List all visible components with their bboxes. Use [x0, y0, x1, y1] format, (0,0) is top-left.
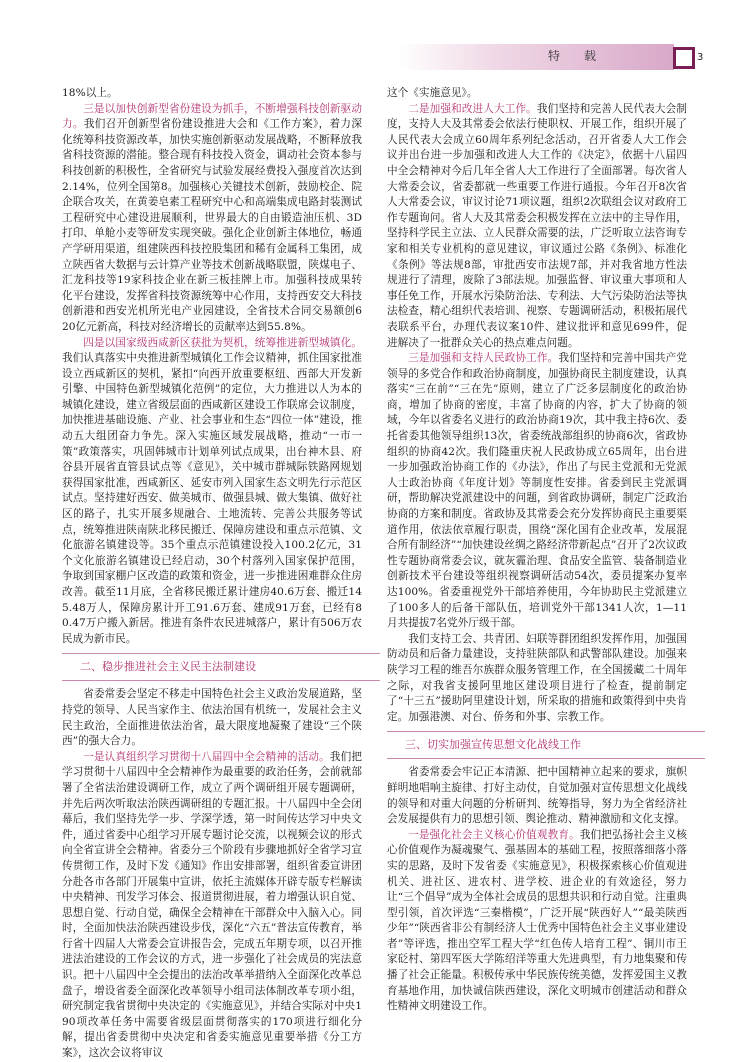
paragraph: 四是以国家级西咸新区获批为契机，统筹推进新型城镇化。我们认真落实中央推进新型城镇化工作会议精神，抓住国家批准设立西咸新区的契机，紧扣“向西开放重要枢纽、西部大开发新引擎、中国特色新型城镇化范例”的定位，大力推进以人为本的城镇化建设，建立省级层面的西咸新区建设工作联席会议制度，加快推进基础设施、产业、社会事业和生态“四位一体”建设，推动五大组团奋力争先。深入实施区域发展战略，推动“一市一策”政策落实，巩固韩城市计划单列试点成果，出台神木县、府谷县开展省直管县试点等《意见》，关中城市群城际铁路网规划获得国家批准，西咸新区、延安市列入国家生态文明先行示范区试点。坚持建好西安、做美城市、做强县城、做大集镇、做好社区的路子，扎实开展多规融合、土地流转、完善公共服务等试点，统筹推进陕南陕北移民搬迁、保障房建设和重点示范镇、文化旅游名镇建设等。35个重点示范镇建设投入100.2亿元，31个文化旅游名镇建设已经启动，30个村落列入国家保护范围，争取到国家棚户区改造的政策和资金，进一步推进困难群众住房改善。截至11月底，全省移民搬迁累计建房40.6万套、搬迁145.48万人，保障房累计开工91.6万套、建成91万套，已经有80.47万户搬入新居。推进有条件农民进城落户，累计有506万农民成为新市民。 [62, 336, 362, 645]
section-heading: 二、稳步推进社会主义民主法制建设 [62, 653, 362, 681]
paragraph: 三是加强和支持人民政协工作。我们坚持和完善中国共产党领导的多党合作和政治协商制度，加强协商民主制度建设，认真落实“三在前”“三在先”原则，建立了广泛多层制度化的政治协商，增加了协商的密度，丰富了协商的内容，扩大了协商的领域，今年以省委名义进行的政治协商19次，其中我主持6次、委托省委其他领导组织13次，省委统战部组织的协商6次，省政协组织的协商42次。我们隆重庆祝人民政协成立65周年，出台进一步加强政治协商工作的《办法》，作出了与民主党派和无党派人士政治协商《年度计划》等制度性安排。省委到民主党派调研，帮助解决党派建设中的问题，到省政协调研，制定广泛政治协商的方案和制度。省政协及其常委会充分发挥协商民主重要渠道作用，依法依章履行职责，围绕“深化国有企业改革，发展混合所有制经济”“加快建设丝绸之路经济带新起点”召开了2次议政性专题协商常委会议，就灰霾治理、食品安全监管、装备制造业创新技术平台建设等组织视察调研活动54次，委员提案办复率达100%。省委重视党外干部培养使用，今年协助民主党派建立了100多人的后备干部队伍，培训党外干部1341人次，1—11月共提拔7名党外厅级干部。 [387, 352, 687, 630]
paragraph-lead: 四是以国家级西咸新区获批为契机，统筹推进新型城镇化。 [83, 336, 362, 349]
paragraph: 一是认真组织学习贯彻十八届四中全会精神的活动。我们把学习贯彻十八届四中全会精神作为最重要的政治任务，会前就部署了全省法治建设调研工作，成立了两个调研组开展专题调研，并先后两次听取法治陕西调研组的专题汇报。十八届四中全会闭幕后，我们坚持先学一步、学深学透，第一时间传达学习中央文件，通过省委中心组学习开展专题讨论交流，以视频会议的形式向全省宣讲全会精神。省委分三个阶段有步骤地抓好全省学习宣传贯彻工作，及时下发《通知》作出安排部署，组织省委宣讲团分赴各市各部门开展集中宣讲，依托主流媒体开辟专版专栏解读中央精神、刊发学习体会、报道贯彻进展，着力增强认识自觉、思想自觉、行动自觉，确保全会精神在干部群众中入脑入心。同时，全面加快法治陕西建设步伐，深化“六五”普法宣传教育，举行省十四届人大常委会宣讲报告会，完成五年期专项，以召开推进法治建设的工作会议的方式，进一步强化了社会成员的宪法意识。把十八届四中全会提出的法治改革举措纳入全面深化改革总盘子，增设省委全面深化改革领导小组司法体制改革专项小组，研究制定我省贯彻中央决定的《实施意见》，并结合实际对中央190项改革任务中需要省级层面贯彻落实的170项进行细化分解，提出省委贯彻中央决定和省委实施意见重要举措《分工方案》，这次会议将审议 [62, 750, 362, 1060]
left-column [62, 86, 362, 1060]
paragraph-lead: 一是认真组织学习贯彻十八届四中全会精神的活动。 [83, 750, 330, 763]
section-title: 特载 [548, 49, 621, 63]
right-column [387, 86, 687, 1016]
paragraph: 18%以上。 [62, 87, 118, 99]
paragraph: 我们支持工会、共青团、妇联等群团组织发挥作用，加强国防动员和后备力量建设，支持驻陕部队和武警部队建设。加强来陕学习工程的维吾尔族群众服务管理工作，在全国援藏二十周年之际，对我省支援阿里地区建设项目进行了检查，提前制定了“十三五”援助阿里建设计划，所采取的措施和政策得到中央肯定。加强港澳、对台、侨务和外事、宗教工作。 [387, 632, 687, 723]
paragraph-lead: 一是强化社会主义核心价值观教育。 [408, 828, 580, 841]
page-marker-square [673, 47, 695, 69]
page-number: 3 [697, 52, 704, 63]
paragraph: 省委常委会牢记正本清源、把中国精神立起来的要求，旗帜鲜明地唱响主旋律、打好主动仗，自觉加强对宣传思想文化战线的领导和对重大问题的分析研判、统筹指导，努力为全省经济社会发展提供有力的思想引领、舆论推动、精神激励和文化支撑。 [387, 766, 687, 826]
paragraph: 二是加强和改进人大工作。我们坚持和完善人民代表大会制度，支持人大及其常委会依法行使职权、开展工作，组织开展了人民代表大会成立60周年系列纪念活动，召开省委人大工作会议并出台进一步加强和改进人大工作的《决定》，依据十八届四中全会精神对今后几年全省人大工作进行了全面部署。每次省人大常委会议，省委都就一些重要工作进行通报。今年召开8次省人大常委会议，审议讨论71项议题，组织2次联组会议对政府工作专题询问。省人大及其常委会积极发挥在立法中的主导作用，坚持科学民主立法、立人民群众需要的法，广泛听取立法咨询专家和相关专业机构的意见建议，审议通过公路《条例》、标准化《条例》等法规8部，审批西安市法规7部，并对我省地方性法规进行了清理，废除了3部法规。加强监督、审议重大事项和人事任免工作，开展水污染防治法、专利法、大气污染防治法等执法检查，精心组织代表培训、视察、专题调研活动，积极拓展代表联系平台，办理代表议案10件、建议批评和意见699件，促进解决了一批群众关心的热点难点问题。 [387, 102, 687, 349]
paragraph-lead: 二是加强和改进人大工作。 [408, 102, 537, 115]
paragraph: 三是以加快创新型省份建设为抓手，不断增强科技创新驱动力。我们召开创新型省份建设推进大会和《工作方案》，着力深化统筹科技资源改革，加快实施创新驱动发展战略，不断释放我省科技资源的潜能。整合现有科技投入资金，调动社会资本参与科技创新的积极性，全省研究与试验发展经费投入强度首次达到2.14%，位列全国第8。加强核心关键技术创新，鼓励校企、院企联合攻关，在黄姜皂素工程研究中心和高端集成电路封装测试工程研究中心建设进展顺利，世界最大的自由锻造油压机、3D打印、单舱小麦等研发实现突破。强化企业创新主体地位，畅通产学研用渠道，组建陕西科技控股集团和稀有金属科工集团，成立陕西省大数据与云计算产业等技术创新战略联盟，陕煤电子、汇龙科技等19家科技企业在新三板挂牌上市。加强科技成果转化平台建设，发挥省科技资源统筹中心作用，支持西安交大科技创新港和西安光机所光电产业园建设，全省技术合同交易额创620亿元新高，科技对经济增长的贡献率达到55.8%。 [62, 102, 362, 333]
paragraph-lead: 三是加强和支持人民政协工作。 [408, 352, 559, 365]
paragraph-lead: 三是以加快创新型省份建设为抓手，不断增强科技创新驱动力。 [62, 102, 362, 131]
paragraph: 这个《实施意见》。 [387, 87, 478, 99]
section-heading: 三、切实加强宣传思想文化战线工作 [387, 731, 687, 759]
paragraph: 省委常委会坚定不移走中国特色社会主义政治发展道路，坚持党的领导、人民当家作主、依法治国有机统一，发展社会主义民主政治，全面推进依法治省，最大限度地凝聚了建设“三个陕西”的强大合力。 [62, 688, 362, 748]
paragraph: 一是强化社会主义核心价值观教育。我们把弘扬社会主义核心价值观作为凝魂聚气、强基固本的基础工程，按照落细落小落实的思路，及时下发省委《实施意见》，积极探索核心价值观进机关、进社区、进农村、进学校、进企业的有效途径，努力让“三个倡导”成为全体社会成员的思想共识和行动自觉。注重典型引领，首次评选“三秦楷模”，广泛开展“陕西好人”“最美陕西少年”“陕西省非公有制经济人士优秀中国特色社会主义事业建设者”等评选，推出空军工程大学“红色传人培育工程”、铜川市王家砭村、第四军医大学陈绍洋等重大先进典型，有力地集聚和传播了社会正能量。积极传承中华民族传统美德，发挥爱国主义教育基地作用，加快诚信陕西建设，深化文明城市创建活动和群众性精神文明建设工作。 [387, 828, 687, 1013]
